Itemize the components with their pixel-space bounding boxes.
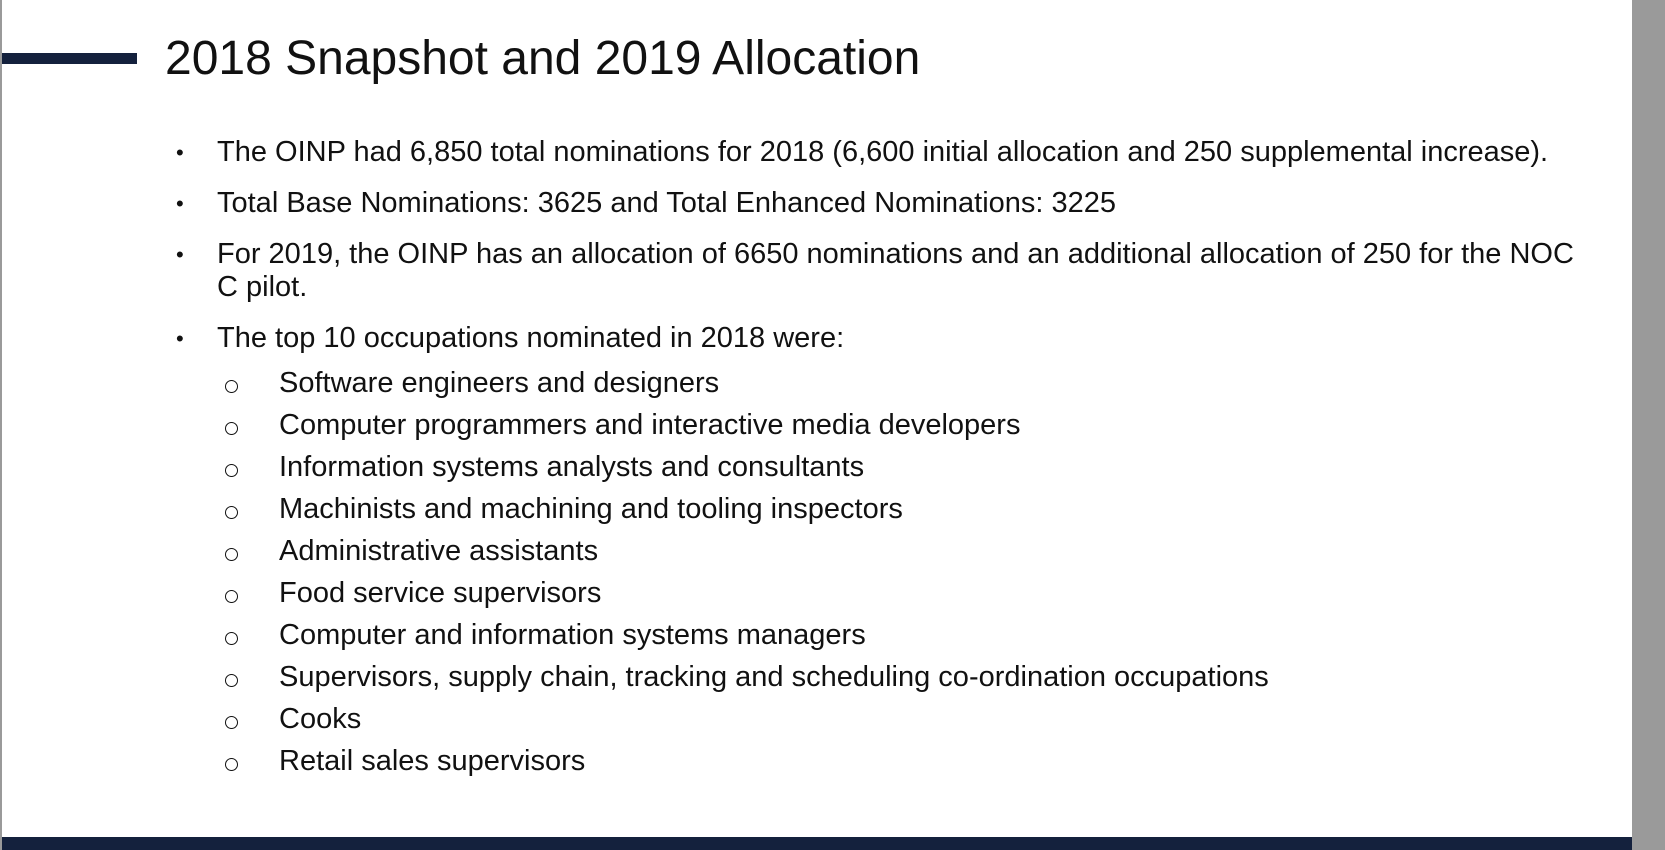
occupation-label: Computer programmers and interactive media developers xyxy=(279,409,1021,441)
list-item xyxy=(217,698,1590,740)
footer-bar xyxy=(2,837,1632,850)
occupation-label: Cooks xyxy=(279,703,362,735)
bullet-dot: • xyxy=(176,326,184,351)
occupation-label: Supervisors, supply chain, tracking and scheduling co-ordination occupations xyxy=(279,661,1269,693)
bullet-text: The OINP had 6,850 total nominations for 2018 (6,600 initial allocation and 250 supplemental increase). xyxy=(217,136,1549,168)
title-accent-bar xyxy=(2,53,137,64)
occupation-label: Administrative assistants xyxy=(279,535,599,567)
hollow-circle-bullet-icon xyxy=(225,506,238,519)
slide-title: 2018 Snapshot and 2019 Allocation xyxy=(165,32,921,85)
hollow-circle-bullet-icon xyxy=(225,464,238,477)
list-item xyxy=(217,572,1590,614)
bullet-dot: • xyxy=(176,242,184,267)
slide-body xyxy=(170,136,1590,800)
occupation-label: Computer and information systems managers xyxy=(279,619,866,651)
occupation-label: Software engineers and designers xyxy=(279,367,720,399)
hollow-circle-bullet-icon xyxy=(225,758,238,771)
hollow-circle-bullet-icon xyxy=(225,674,238,687)
hollow-circle-bullet-icon xyxy=(225,548,238,561)
bullet-text: The top 10 occupations nominated in 2018 were: xyxy=(217,322,845,354)
occupation-label: Retail sales supervisors xyxy=(279,745,586,777)
list-item xyxy=(217,740,1590,782)
list-item xyxy=(217,614,1590,656)
bullet-2019-allocation xyxy=(170,238,1590,304)
hollow-circle-bullet-icon xyxy=(225,380,238,393)
occupation-label: Machinists and machining and tooling inspectors xyxy=(279,493,903,525)
bullet-text: Total Base Nominations: 3625 and Total Enhanced Nominations: 3225 xyxy=(217,187,1117,219)
list-item xyxy=(217,362,1590,404)
list-item xyxy=(217,530,1590,572)
slide xyxy=(2,0,1632,850)
bullet-text: For 2019, the OINP has an allocation of 6650 nominations and an additional allocation of 250 for the NOC C pilot. xyxy=(217,238,1574,303)
bullet-dot: • xyxy=(176,140,184,165)
hollow-circle-bullet-icon xyxy=(225,632,238,645)
list-item xyxy=(217,656,1590,698)
bullet-base-enhanced xyxy=(170,187,1590,220)
bullet-total-nominations xyxy=(170,136,1590,169)
hollow-circle-bullet-icon xyxy=(225,716,238,729)
hollow-circle-bullet-icon xyxy=(225,422,238,435)
list-item xyxy=(217,446,1590,488)
occupation-label: Information systems analysts and consultants xyxy=(279,451,865,483)
list-item xyxy=(217,404,1590,446)
list-item xyxy=(217,488,1590,530)
occupation-label: Food service supervisors xyxy=(279,577,602,609)
occupation-list xyxy=(217,362,1590,782)
bullet-dot: • xyxy=(176,191,184,216)
hollow-circle-bullet-icon xyxy=(225,590,238,603)
bullet-top-occupations xyxy=(170,322,1590,782)
